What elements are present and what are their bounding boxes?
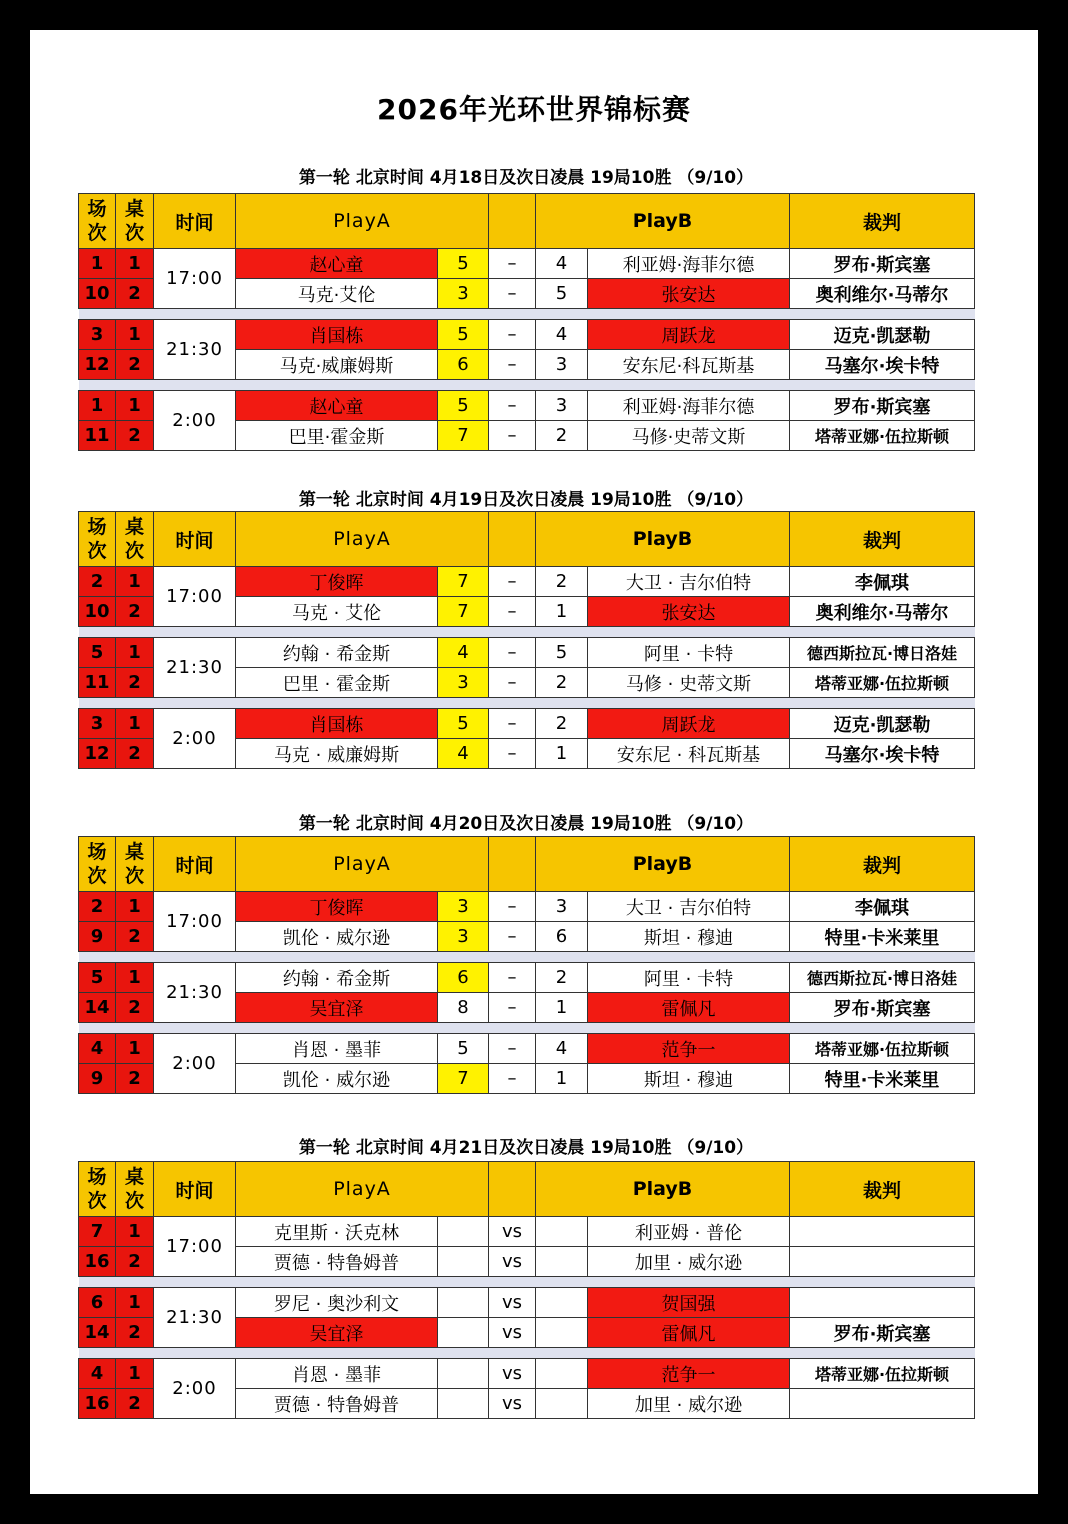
referee-name: 李佩琪 [790,567,975,597]
match-row[interactable] [79,1359,975,1389]
player-a-score: 7 [438,421,489,451]
day-title: 第一轮 北京时间 4月18日及次日凌晨 19局10胜 （9/10） [298,168,754,188]
player-b-score: 2 [536,668,588,698]
header-sep [489,837,536,892]
match-row[interactable] [79,709,975,739]
table-number: 2 [116,1247,154,1277]
match-time: 21:30 [154,963,236,1023]
player-a-score: 6 [438,350,489,380]
player-a-score [438,1217,489,1247]
player-a-name: 马克 · 威廉姆斯 [236,739,438,769]
player-a-name: 约翰 · 希金斯 [236,963,438,993]
referee-name: 马塞尔·埃卡特 [790,739,975,769]
player-b-score: 2 [536,567,588,597]
separator-cell [79,952,975,963]
table-number: 2 [116,1389,154,1419]
match-time: 21:30 [154,320,236,380]
match-number: 9 [79,1064,116,1094]
match-time: 2:00 [154,1359,236,1419]
player-a-score [438,1247,489,1277]
table-number: 1 [116,892,154,922]
match-number: 14 [79,993,116,1023]
player-b-name: 利亚姆 · 普伦 [588,1217,790,1247]
match-number: 5 [79,963,116,993]
header-table: 桌 次 [116,837,154,892]
player-b-score [536,1359,588,1389]
match-time: 21:30 [154,638,236,698]
player-b-score [536,1247,588,1277]
score-separator: – [489,668,536,698]
match-number: 9 [79,922,116,952]
referee-name: 德西斯拉瓦·博日洛娃 [790,963,975,993]
header-playa: PlayA [236,837,489,892]
player-b-name: 周跃龙 [588,320,790,350]
score-separator: vs [489,1318,536,1348]
header-playb: PlayB [536,194,790,249]
header-match: 场 次 [79,194,116,249]
player-b-name: 阿里 · 卡特 [588,963,790,993]
header-row [79,837,975,892]
group-separator [79,627,975,638]
match-number: 1 [79,249,116,279]
referee-name [790,1389,975,1419]
match-number: 1 [79,391,116,421]
referee-name: 罗布·斯宾塞 [790,993,975,1023]
player-b-score [536,1318,588,1348]
referee-name: 塔蒂亚娜·伍拉斯顿 [790,421,975,451]
player-a-name: 马克·艾伦 [236,279,438,309]
referee-name: 塔蒂亚娜·伍拉斯顿 [790,668,975,698]
player-b-name: 加里 · 威尔逊 [588,1389,790,1419]
table-number: 1 [116,1034,154,1064]
player-b-name: 张安达 [588,597,790,627]
player-a-score: 5 [438,249,489,279]
page-title: 2026年光环世界锦标赛 [377,93,691,126]
match-row[interactable] [79,320,975,350]
player-b-score: 3 [536,391,588,421]
player-a-score: 3 [438,892,489,922]
player-b-name: 安东尼·科瓦斯基 [588,350,790,380]
match-time: 17:00 [154,1217,236,1277]
player-a-score [438,1318,489,1348]
player-b-name: 斯坦 · 穆迪 [588,1064,790,1094]
separator-cell [79,1023,975,1034]
separator-cell [79,1277,975,1288]
table-number: 1 [116,567,154,597]
player-b-score [536,1288,588,1318]
player-a-name: 肖国栋 [236,320,438,350]
match-time: 2:00 [154,391,236,451]
header-table: 桌 次 [116,1162,154,1217]
player-a-score: 5 [438,320,489,350]
score-separator: – [489,597,536,627]
player-b-name: 加里 · 威尔逊 [588,1247,790,1277]
player-a-name: 巴里 · 霍金斯 [236,668,438,698]
table-number: 2 [116,668,154,698]
player-b-score: 1 [536,1064,588,1094]
referee-name: 塔蒂亚娜·伍拉斯顿 [790,1034,975,1064]
player-a-score: 3 [438,279,489,309]
match-number: 3 [79,320,116,350]
player-b-name: 雷佩凡 [588,993,790,1023]
group-separator [79,698,975,709]
player-a-name: 肖恩 · 墨菲 [236,1359,438,1389]
header-row [79,194,975,249]
player-a-name: 赵心童 [236,249,438,279]
table-number: 1 [116,1217,154,1247]
match-row[interactable] [79,391,975,421]
player-b-name: 范争一 [588,1034,790,1064]
header-playa: PlayA [236,1162,489,1217]
player-b-score: 3 [536,350,588,380]
player-a-score: 8 [438,993,489,1023]
match-number: 12 [79,739,116,769]
player-b-score: 1 [536,597,588,627]
header-time: 时间 [154,837,236,892]
player-a-name: 吴宜泽 [236,993,438,1023]
player-a-name: 巴里·霍金斯 [236,421,438,451]
separator-cell [79,380,975,391]
score-separator: vs [489,1288,536,1318]
table-number: 1 [116,638,154,668]
table-number: 1 [116,1359,154,1389]
player-a-score: 7 [438,567,489,597]
player-b-score: 2 [536,709,588,739]
player-b-score: 1 [536,739,588,769]
table-number: 1 [116,963,154,993]
match-number: 4 [79,1359,116,1389]
referee-name: 迈克·凯瑟勒 [790,709,975,739]
player-a-score [438,1359,489,1389]
referee-name: 德西斯拉瓦·博日洛娃 [790,638,975,668]
separator-cell [79,698,975,709]
separator-cell [79,309,975,320]
score-separator: – [489,320,536,350]
player-a-score: 7 [438,597,489,627]
score-separator: – [489,739,536,769]
player-b-score: 2 [536,421,588,451]
player-a-name: 肖国栋 [236,709,438,739]
player-a-name: 肖恩 · 墨菲 [236,1034,438,1064]
player-a-score [438,1389,489,1419]
match-number: 4 [79,1034,116,1064]
player-a-name: 贾德 · 特鲁姆普 [236,1389,438,1419]
match-row[interactable] [79,1034,975,1064]
match-row[interactable] [79,249,975,279]
referee-name [790,1247,975,1277]
table-number: 2 [116,1064,154,1094]
header-referee: 裁判 [790,837,975,892]
match-row[interactable] [79,567,975,597]
player-b-name: 安东尼 · 科瓦斯基 [588,739,790,769]
match-number: 6 [79,1288,116,1318]
match-row[interactable] [79,1217,975,1247]
table-number: 2 [116,279,154,309]
score-separator: – [489,421,536,451]
match-number: 12 [79,350,116,380]
player-a-name: 约翰 · 希金斯 [236,638,438,668]
player-a-score: 7 [438,1064,489,1094]
referee-name: 罗布·斯宾塞 [790,1318,975,1348]
referee-name: 特里·卡米莱里 [790,922,975,952]
score-separator: – [489,350,536,380]
referee-name: 李佩琪 [790,892,975,922]
header-match: 场 次 [79,837,116,892]
score-separator: – [489,391,536,421]
match-number: 2 [79,567,116,597]
schedule-table [78,836,975,1094]
separator-cell [79,627,975,638]
match-number: 11 [79,421,116,451]
player-a-name: 罗尼 · 奥沙利文 [236,1288,438,1318]
header-row [79,512,975,567]
player-a-score: 5 [438,709,489,739]
score-separator: – [489,249,536,279]
table-number: 2 [116,993,154,1023]
table-number: 1 [116,391,154,421]
score-separator: – [489,279,536,309]
player-a-score: 5 [438,1034,489,1064]
table-number: 1 [116,1288,154,1318]
player-b-score: 2 [536,963,588,993]
player-b-name: 贺国强 [588,1288,790,1318]
match-time: 2:00 [154,1034,236,1094]
match-row[interactable] [79,892,975,922]
day-title: 第一轮 北京时间 4月19日及次日凌晨 19局10胜 （9/10） [298,490,754,510]
table-number: 1 [116,709,154,739]
referee-name: 罗布·斯宾塞 [790,391,975,421]
player-a-name: 丁俊晖 [236,892,438,922]
score-separator: vs [489,1217,536,1247]
match-time: 17:00 [154,892,236,952]
group-separator [79,309,975,320]
player-b-name: 马修 · 史蒂文斯 [588,668,790,698]
referee-name: 特里·卡米莱里 [790,1064,975,1094]
player-b-score: 5 [536,279,588,309]
header-sep [489,1162,536,1217]
referee-name: 奥利维尔·马蒂尔 [790,597,975,627]
player-b-score: 4 [536,320,588,350]
player-b-score: 5 [536,638,588,668]
header-referee: 裁判 [790,194,975,249]
player-b-name: 周跃龙 [588,709,790,739]
score-separator: vs [489,1359,536,1389]
player-b-name: 大卫 · 吉尔伯特 [588,892,790,922]
player-b-name: 利亚姆·海菲尔德 [588,249,790,279]
match-number: 16 [79,1247,116,1277]
score-separator: – [489,963,536,993]
player-b-name: 大卫 · 吉尔伯特 [588,567,790,597]
separator-cell [79,1348,975,1359]
player-a-score: 3 [438,922,489,952]
table-number: 1 [116,249,154,279]
schedule-table [78,193,975,451]
player-a-score: 4 [438,739,489,769]
header-table: 桌 次 [116,512,154,567]
header-playa: PlayA [236,194,489,249]
header-table: 桌 次 [116,194,154,249]
table-number: 2 [116,1318,154,1348]
player-a-score: 3 [438,668,489,698]
referee-name: 塔蒂亚娜·伍拉斯顿 [790,1359,975,1389]
match-number: 10 [79,597,116,627]
player-a-name: 丁俊晖 [236,567,438,597]
schedule-table [78,511,975,769]
header-referee: 裁判 [790,1162,975,1217]
score-separator: – [489,1034,536,1064]
player-b-name: 阿里 · 卡特 [588,638,790,668]
score-separator: – [489,1064,536,1094]
player-b-name: 马修·史蒂文斯 [588,421,790,451]
player-b-score [536,1217,588,1247]
player-b-name: 范争一 [588,1359,790,1389]
group-separator [79,1023,975,1034]
player-a-score: 4 [438,638,489,668]
player-a-score: 5 [438,391,489,421]
table-number: 2 [116,922,154,952]
schedule-table [78,1161,975,1419]
player-a-name: 贾德 · 特鲁姆普 [236,1247,438,1277]
player-b-score [536,1389,588,1419]
player-b-score: 3 [536,892,588,922]
player-b-score: 4 [536,1034,588,1064]
group-separator [79,1277,975,1288]
match-number: 5 [79,638,116,668]
match-number: 14 [79,1318,116,1348]
group-separator [79,1348,975,1359]
player-a-name: 克里斯 · 沃克林 [236,1217,438,1247]
header-match: 场 次 [79,1162,116,1217]
header-sep [489,512,536,567]
match-time: 21:30 [154,1288,236,1348]
header-playb: PlayB [536,512,790,567]
header-playb: PlayB [536,1162,790,1217]
player-b-name: 斯坦 · 穆迪 [588,922,790,952]
day-title: 第一轮 北京时间 4月20日及次日凌晨 19局10胜 （9/10） [298,814,754,834]
player-b-score: 1 [536,993,588,1023]
match-row[interactable] [79,638,975,668]
player-a-score: 6 [438,963,489,993]
table-number: 2 [116,421,154,451]
player-a-name: 吴宜泽 [236,1318,438,1348]
group-separator [79,952,975,963]
score-separator: – [489,709,536,739]
header-sep [489,194,536,249]
player-b-name: 雷佩凡 [588,1318,790,1348]
referee-name: 奥利维尔·马蒂尔 [790,279,975,309]
header-match: 场 次 [79,512,116,567]
player-a-name: 马克 · 艾伦 [236,597,438,627]
match-number: 11 [79,668,116,698]
header-time: 时间 [154,194,236,249]
score-separator: – [489,892,536,922]
table-number: 2 [116,597,154,627]
referee-name [790,1217,975,1247]
header-time: 时间 [154,1162,236,1217]
table-number: 2 [116,739,154,769]
referee-name [790,1288,975,1318]
score-separator: – [489,993,536,1023]
player-b-score: 6 [536,922,588,952]
header-row [79,1162,975,1217]
header-referee: 裁判 [790,512,975,567]
match-row[interactable] [79,963,975,993]
table-number: 2 [116,350,154,380]
match-time: 17:00 [154,249,236,309]
player-b-score: 4 [536,249,588,279]
referee-name: 马塞尔·埃卡特 [790,350,975,380]
player-a-score [438,1288,489,1318]
score-separator: – [489,567,536,597]
referee-name: 罗布·斯宾塞 [790,249,975,279]
player-a-name: 凯伦 · 威尔逊 [236,1064,438,1094]
match-number: 7 [79,1217,116,1247]
match-number: 3 [79,709,116,739]
match-number: 16 [79,1389,116,1419]
header-playa: PlayA [236,512,489,567]
score-separator: – [489,922,536,952]
header-playb: PlayB [536,837,790,892]
referee-name: 迈克·凯瑟勒 [790,320,975,350]
header-time: 时间 [154,512,236,567]
match-row[interactable] [79,1288,975,1318]
player-b-name: 张安达 [588,279,790,309]
day-title: 第一轮 北京时间 4月21日及次日凌晨 19局10胜 （9/10） [298,1138,754,1158]
player-a-name: 凯伦 · 威尔逊 [236,922,438,952]
score-separator: vs [489,1389,536,1419]
group-separator [79,380,975,391]
player-a-name: 马克·威廉姆斯 [236,350,438,380]
table-number: 1 [116,320,154,350]
player-b-name: 利亚姆·海菲尔德 [588,391,790,421]
match-number: 2 [79,892,116,922]
match-time: 2:00 [154,709,236,769]
player-a-name: 赵心童 [236,391,438,421]
score-separator: vs [489,1247,536,1277]
match-number: 10 [79,279,116,309]
match-time: 17:00 [154,567,236,627]
score-separator: – [489,638,536,668]
